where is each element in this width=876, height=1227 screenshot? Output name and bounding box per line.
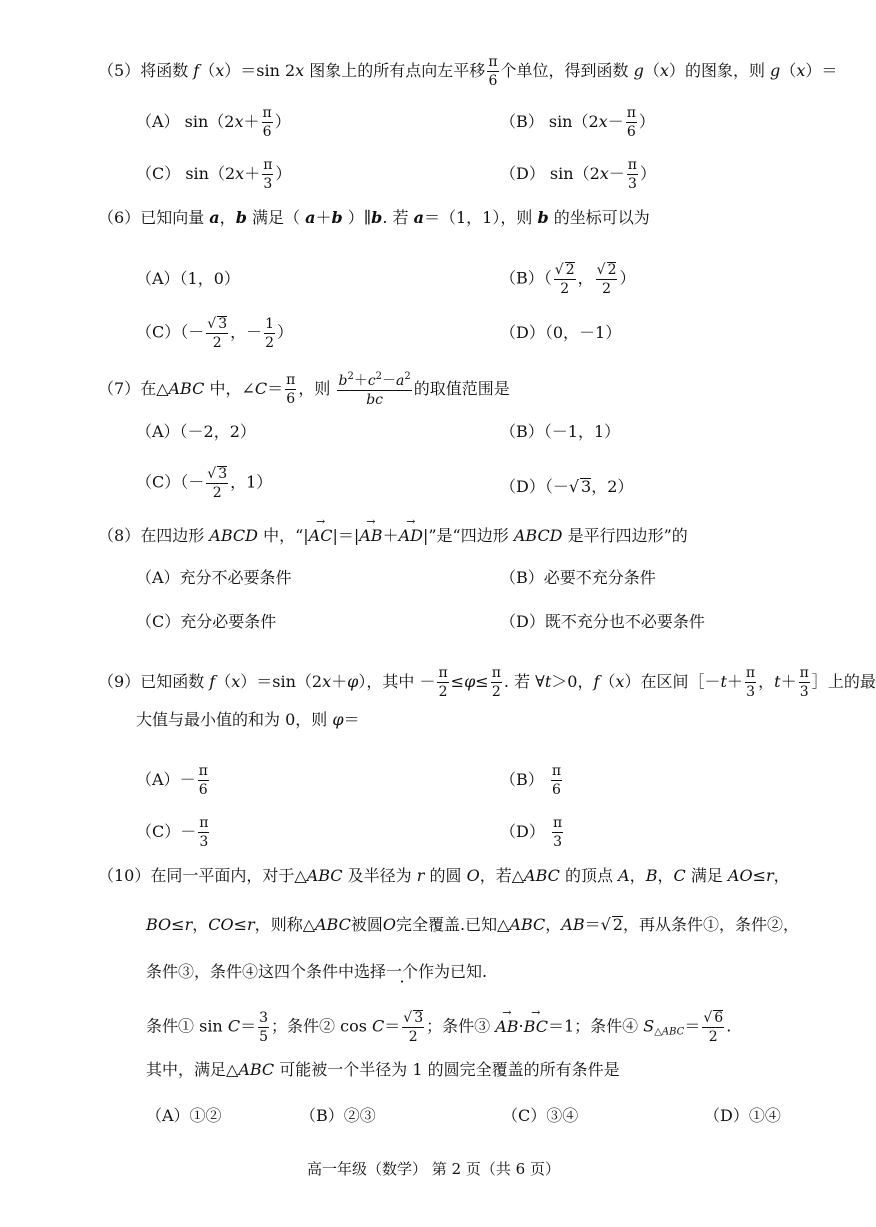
option-d[interactable]: （D）（－√ 3，2） bbox=[500, 477, 634, 496]
question-10-line2: BO≤r，CO≤r，则称△ABC被圆O完全覆盖.已知△ABC，AB＝√ 2，再从条件①，条件②， bbox=[146, 915, 800, 934]
question-6: （6）已知向量 a，b 满足（ a＋b ）∥b. 若 a＝（1，1），则 b 的坐标可以为 bbox=[98, 208, 650, 227]
option-a[interactable]: （A）－ $\frac{\pi}{6}$ bbox=[136, 763, 208, 798]
option-c[interactable]: （C）充分必要条件 bbox=[136, 612, 277, 631]
option-a[interactable]: （A）①② bbox=[146, 1106, 222, 1125]
option-b[interactable]: （B）②③ bbox=[300, 1106, 376, 1125]
option-a[interactable]: （A） sin（2x＋ $\frac{\pi}{6}$ ） bbox=[136, 105, 291, 140]
question-number: （9） bbox=[98, 672, 141, 691]
option-d[interactable]: （D） sin（2x－ $\frac{\pi}{3}$ ） bbox=[500, 157, 657, 192]
question-number: （5） bbox=[98, 61, 141, 80]
page-footer: 高一年级（数学） 第 2 页（共 6 页） bbox=[307, 1160, 560, 1178]
option-c[interactable]: （C） sin（2x＋ $\frac{\pi}{3}$ ） bbox=[136, 157, 292, 192]
question-number: （8） bbox=[98, 526, 141, 545]
option-a[interactable]: （A）（1，0） bbox=[136, 269, 240, 288]
question-10-conditions: 条件① sin C＝ $\frac{3}{5}$ ；条件② cos C＝ $\frac{√ 3}{2}$ ；条件③ → AB·→ BC＝1；条件④ $S_{\triangle ABC}=$ $\frac{√ 6}{2}$ . bbox=[146, 1010, 731, 1044]
question-10-line3: 条件③，条件④这四个条件中选择一个作为已知. bbox=[146, 962, 488, 981]
question-9-line2: 大值与最小值的和为 0，则 φ＝ bbox=[136, 710, 360, 729]
option-d[interactable]: （D）既不充分也不必要条件 bbox=[500, 612, 705, 631]
option-c[interactable]: （C）（－ $\frac{√ 3}{2}$ ，1） bbox=[136, 466, 273, 501]
question-number: （10） bbox=[98, 866, 151, 885]
question-number: （7） bbox=[98, 379, 141, 398]
question-5: （5）将函数 f（x）＝sin 2x 图象上的所有点向左平移 $\frac{\pi}{6}$ 个单位，得到函数 g（x）的图象，则 g（x）＝ bbox=[98, 54, 838, 89]
question-10: （10）在同一平面内，对于△ABC 及半径为 r 的圆 O，若△ABC 的顶点 A，B，C 满足 AO≤r， bbox=[98, 866, 790, 885]
option-b[interactable]: （B）必要不充分条件 bbox=[500, 568, 656, 587]
option-a[interactable]: （A）（－2，2） bbox=[136, 422, 256, 441]
option-d[interactable]: （D） $\frac{\pi}{3}$ bbox=[500, 815, 563, 850]
option-c[interactable]: （C）③④ bbox=[502, 1106, 579, 1125]
option-d[interactable]: （D）（0，－1） bbox=[500, 323, 622, 342]
question-7: （7）在△ABC 中，∠C＝ $\frac{\pi}{6}$ ，则 $\frac{b^2+c^2-a^2}{bc}$ 的取值范围是 bbox=[98, 371, 510, 408]
option-b[interactable]: （B）（ $\frac{√ 2}{2}$ ， $\frac{√ 2}{2}$ ） bbox=[500, 262, 636, 297]
option-c[interactable]: （C）－ $\frac{\pi}{3}$ bbox=[136, 815, 209, 850]
question-9: （9）已知函数 f（x）＝sin（2x＋φ），其中 － $\frac{\pi}{2}$ ≤φ≤ $\frac{\pi}{2}$ . 若 ∀t＞0，f（x）在区间［－t＋ $\frac{\pi}{3}$ ，t＋ $\frac{\pi}{3}$ ］上的最 bbox=[98, 665, 876, 700]
question-10-prompt: 其中，满足△ABC 可能被一个半径为 1 的圆完全覆盖的所有条件是 bbox=[146, 1060, 620, 1079]
question-number: （6） bbox=[98, 208, 141, 227]
question-8: （8）在四边形 ABCD 中，“|→ AC|＝|→ AB＋→ AD|”是“四边形 ABCD 是平行四边形”的 bbox=[98, 526, 688, 544]
option-b[interactable]: （B）（－1，1） bbox=[500, 422, 621, 441]
option-b[interactable]: （B） sin（2x－ $\frac{\pi}{6}$ ） bbox=[500, 105, 655, 140]
option-b[interactable]: （B） $\frac{\pi}{6}$ bbox=[500, 763, 562, 798]
option-d[interactable]: （D）①④ bbox=[704, 1106, 781, 1125]
option-c[interactable]: （C）（－ $\frac{√ 3}{2}$ ，－ $\frac{1}{2}$ ） bbox=[136, 315, 294, 351]
option-a[interactable]: （A）充分不必要条件 bbox=[136, 568, 292, 587]
